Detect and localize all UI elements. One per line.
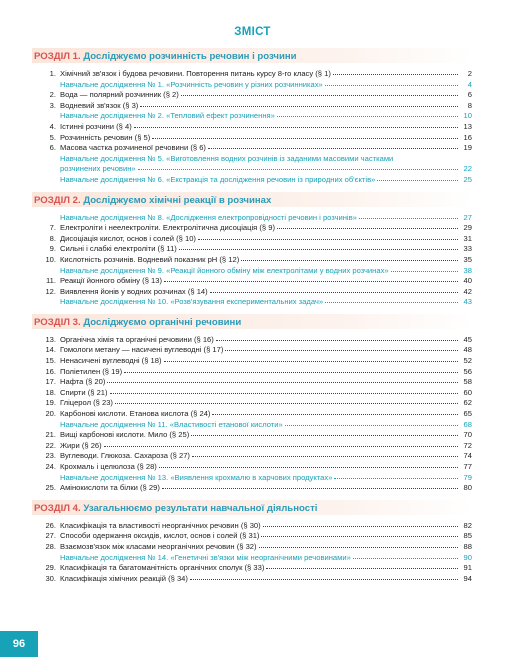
entry-page: 85 <box>463 531 472 541</box>
dot-leader <box>138 163 458 170</box>
toc-entry[interactable] <box>32 574 472 585</box>
entry-title: Органічна хімія та органічні речовини (§ 16) <box>60 334 214 344</box>
dot-leader <box>277 222 458 229</box>
entry-title: Жири (§ 26) <box>60 440 102 450</box>
entry-number: 16. <box>45 366 56 376</box>
entry-title: Сильні і слабкі електроліти (§ 11) <box>60 244 177 254</box>
dot-leader <box>266 562 458 569</box>
dot-leader <box>190 573 458 580</box>
entry-title: Навчальне дослідження № 14. «Генетичні зв'язки між неорганічними речовинами» <box>60 552 351 562</box>
section-header <box>32 192 472 207</box>
entry-title: Амінокислоти та білки (§ 29) <box>60 483 160 493</box>
dot-leader <box>164 275 458 282</box>
toc-entry[interactable] <box>32 143 472 154</box>
entry-page: 56 <box>463 366 472 376</box>
entry-page: 90 <box>463 552 472 562</box>
entry-number: 10. <box>45 254 56 264</box>
entry-title: Класифікація та багатоманітність органічних сполук (§ 33) <box>60 563 265 573</box>
entry-number: 7. <box>49 223 56 233</box>
dot-leader <box>261 530 458 537</box>
entry-page: 38 <box>463 265 472 275</box>
entry-title: Навчальне дослідження № 5. «Виготовлення водних розчинів із заданими масовими частками <box>60 153 394 163</box>
entry-page: 70 <box>463 430 472 440</box>
entry-title: Навчальне дослідження № 9. «Реакції йонного обміну між електролітами у водних розчинах» <box>60 265 389 275</box>
entry-number: 2. <box>49 90 56 100</box>
dot-leader <box>124 366 458 373</box>
entry-title: Взаємозв'язок між класами неорганічних речовин (§ 32) <box>60 541 257 551</box>
toc-entry-lab[interactable] <box>32 297 472 308</box>
entry-number: 1. <box>49 69 56 78</box>
entry-title: Способи одержання оксидів, кислот, основ і солей (§ 31) <box>60 531 260 541</box>
section-prefix: РОЗДІЛ 1. <box>34 51 81 62</box>
entry-page: 33 <box>463 244 472 254</box>
section-title: Досліджуємо органічні речовини <box>83 316 242 328</box>
entry-number: 3. <box>49 100 56 110</box>
entry-title: Вода — полярний розчинник (§ 2) <box>60 90 179 100</box>
dot-leader <box>212 408 458 415</box>
entry-title: Крохмаль і целюлоза (§ 28) <box>60 462 157 471</box>
entry-page: 19 <box>463 143 472 153</box>
dot-leader <box>134 121 458 128</box>
dot-leader <box>181 89 458 96</box>
dot-leader <box>104 440 458 447</box>
dot-leader <box>285 419 458 426</box>
dot-leader <box>391 265 458 272</box>
entry-number: 19. <box>45 398 56 408</box>
dot-leader <box>115 397 458 404</box>
entry-page: 52 <box>463 356 472 366</box>
entry-number: 6. <box>49 143 56 153</box>
entry-title: Масова частка розчиненої речовини (§ 6) <box>60 143 206 153</box>
entry-page: 4 <box>467 79 472 89</box>
section-header <box>32 48 472 63</box>
entry-number: 27. <box>45 531 56 541</box>
entry-page: 62 <box>463 398 472 408</box>
dot-leader <box>259 541 458 548</box>
entry-title: Навчальне дослідження № 8. «Дослідження електропровідності речовин і розчинів» <box>60 212 357 222</box>
entry-title: Хімічний зв'язок і будова речовини. Повторення питань курсу 8-го класу (§ 1) <box>60 69 331 78</box>
dot-leader <box>110 387 458 394</box>
dot-leader <box>325 79 458 86</box>
entry-page: 48 <box>463 345 472 355</box>
entry-title: Гомологи метану — насичені вуглеводні (§ 17) <box>60 345 224 355</box>
entry-title: Електроліти і неелектроліти. Електролітична дисоціація (§ 9) <box>60 223 276 233</box>
entry-number: 22. <box>45 440 56 450</box>
entry-title: Водневий зв'язок (§ 3) <box>60 100 139 110</box>
entry-page: 16 <box>463 132 472 142</box>
entry-title: Ненасичені вуглеводні (§ 18) <box>60 356 162 366</box>
entry-page: 65 <box>463 409 472 419</box>
entry-title: Навчальне дослідження № 13. «Виявлення крохмалю в харчових продуктах» <box>60 472 333 482</box>
entry-page: 79 <box>463 472 472 482</box>
dot-leader <box>241 254 458 261</box>
entry-number: 26. <box>45 520 56 530</box>
entry-number: 11. <box>46 276 56 286</box>
entry-title: Навчальне дослідження № 2. «Тепловий ефект розчинення» <box>60 111 275 121</box>
toc-entry[interactable] <box>32 483 472 494</box>
dot-leader <box>164 355 458 362</box>
section-title: Досліджуємо хімічні реакції в розчинах <box>83 194 272 206</box>
entry-title: Карбонові кислоти. Етанова кислота (§ 24) <box>60 409 211 419</box>
entry-page: 80 <box>463 483 472 493</box>
toc-entry-lab[interactable] <box>32 175 472 186</box>
entry-number: 25. <box>45 483 56 493</box>
entry-number: 28. <box>45 541 56 551</box>
entry-page: 58 <box>463 377 472 387</box>
entry-page: 31 <box>463 233 472 243</box>
entry-number: 21. <box>45 430 56 440</box>
dot-leader <box>192 450 458 457</box>
toc-entry-list <box>32 69 472 186</box>
entry-number: 8. <box>49 233 56 243</box>
entry-number: 18. <box>45 387 56 397</box>
entry-number: 29. <box>45 563 56 573</box>
entry-page: 91 <box>463 563 472 573</box>
entry-title: Реакції йонного обміну (§ 13) <box>60 276 163 286</box>
page-number: 96 <box>0 631 38 657</box>
dot-leader <box>359 212 458 219</box>
entry-page: 45 <box>463 334 472 344</box>
entry-number: 4. <box>49 121 56 131</box>
entry-number: 24. <box>45 462 56 471</box>
section-prefix: РОЗДІЛ 3. <box>34 316 81 328</box>
dot-leader <box>152 132 458 139</box>
entry-page: 68 <box>463 419 472 429</box>
entry-number: 13. <box>45 334 56 344</box>
entry-title: Істинні розчини (§ 4) <box>60 121 132 131</box>
section-title: Узагальнюємо результати навчальної діяльності <box>83 502 318 514</box>
entry-page: 43 <box>463 297 472 307</box>
dot-leader <box>277 110 458 117</box>
section-header <box>32 500 472 515</box>
entry-page: 13 <box>463 121 472 131</box>
dot-leader <box>210 286 458 293</box>
dot-leader <box>263 520 458 527</box>
entry-page: 42 <box>463 286 472 296</box>
section-prefix: РОЗДІЛ 4. <box>34 502 81 514</box>
entry-title: Нафта (§ 20) <box>60 377 106 387</box>
page-title: ЗМІСТ <box>234 26 271 38</box>
section-title: Досліджуємо розчинність речовин і розчини <box>83 51 297 62</box>
entry-number: 9. <box>49 244 56 254</box>
section-header <box>32 314 472 329</box>
entry-page: 94 <box>463 573 472 583</box>
dot-leader <box>208 142 458 149</box>
entry-title: Дисоціація кислот, основ і солей (§ 10) <box>60 233 196 243</box>
entry-number: 17. <box>45 377 56 387</box>
entry-title: Навчальне дослідження № 11. «Властивості етанової кислоти» <box>60 419 283 429</box>
entry-title: розчинених речовин» <box>60 164 136 174</box>
entry-page: 82 <box>463 520 472 530</box>
table-of-contents <box>32 48 472 590</box>
entry-number: 23. <box>45 451 56 461</box>
dot-leader <box>216 334 458 341</box>
dot-leader <box>179 243 458 250</box>
dot-leader <box>159 461 458 468</box>
entry-page: 60 <box>463 387 472 397</box>
entry-title: Навчальне дослідження № 6. «Екстракція та дослідження речовин із природних об'єктів» <box>60 174 376 184</box>
entry-page: 77 <box>463 462 472 471</box>
entry-number: 5. <box>49 132 56 142</box>
entry-page: 10 <box>463 111 472 121</box>
entry-page: 72 <box>463 440 472 450</box>
entry-title: Навчальне дослідження № 1. «Розчинність речовин у різних розчинниках» <box>60 79 323 89</box>
toc-entry-list <box>32 335 472 494</box>
dot-leader <box>191 429 458 436</box>
entry-number: 30. <box>45 573 56 583</box>
dot-leader <box>162 482 458 489</box>
entry-page: 88 <box>463 541 472 551</box>
entry-page: 2 <box>467 69 472 78</box>
entry-page: 40 <box>463 276 472 286</box>
toc-entry-list <box>32 521 472 585</box>
dot-leader <box>353 552 458 559</box>
entry-title: Вуглеводи. Глюкоза. Сахароза (§ 27) <box>60 451 190 461</box>
entry-page: 22 <box>463 164 472 174</box>
entry-title: Кислотність розчинів. Водневий показник pH (§ 12) <box>60 254 240 264</box>
entry-page: 25 <box>463 174 472 184</box>
section-prefix: РОЗДІЛ 2. <box>34 194 81 206</box>
dot-leader <box>377 174 458 181</box>
entry-title: Вищі карбонові кислоти. Мило (§ 25) <box>60 430 190 440</box>
entry-page: 8 <box>467 100 472 110</box>
entry-title: Розчинність речовин (§ 5) <box>60 132 151 142</box>
entry-title: Гліцерол (§ 23) <box>60 398 113 408</box>
entry-page: 29 <box>463 223 472 233</box>
entry-title: Навчальне дослідження № 10. «Розв'язування експериментальних задач» <box>60 297 324 307</box>
entry-number: 20. <box>45 409 56 419</box>
entry-title: Поліетилен (§ 19) <box>60 366 123 376</box>
entry-number: 15. <box>45 356 56 366</box>
dot-leader <box>198 233 458 240</box>
entry-title: Виявлення йонів у водних розчинах (§ 14) <box>60 286 208 296</box>
dot-leader <box>333 68 458 75</box>
entry-page: 35 <box>463 254 472 264</box>
toc-entry-list <box>32 213 472 308</box>
entry-number: 14. <box>45 345 56 355</box>
entry-number: 12. <box>45 286 56 296</box>
dot-leader <box>107 376 458 383</box>
dot-leader <box>140 100 458 107</box>
entry-page: 74 <box>463 451 472 461</box>
entry-title: Спирти (§ 21) <box>60 387 108 397</box>
entry-title: Класифікація та властивості неорганічних речовин (§ 30) <box>60 520 261 530</box>
entry-page: 27 <box>463 212 472 222</box>
dot-leader <box>325 296 458 303</box>
dot-leader <box>334 472 458 479</box>
entry-title: Класифікація хімічних реакцій (§ 34) <box>60 573 188 583</box>
dot-leader <box>225 344 458 351</box>
entry-page: 6 <box>467 90 472 100</box>
